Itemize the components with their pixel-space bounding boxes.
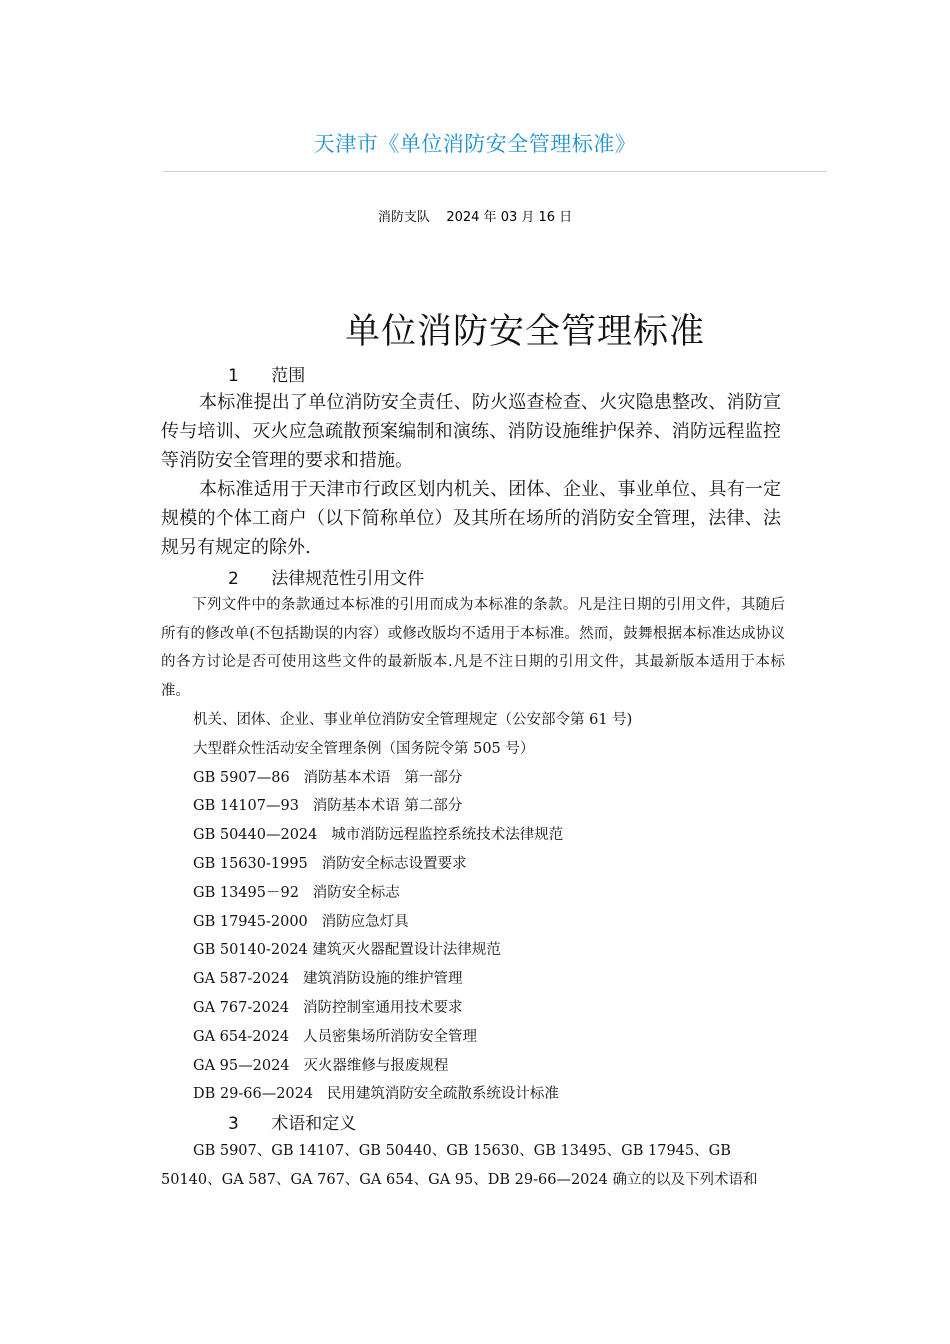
reference-item: GA 654-2024 人员密集场所消防安全管理 — [193, 1028, 477, 1045]
reference-item: 机关、团体、企业、事业单位消防安全管理规定（公安部令第 61 号) — [193, 712, 633, 728]
reference-item: GB 15630-1995 消防安全标志设置要求 — [193, 855, 467, 872]
reference-item: GA 587-2024 建筑消防设施的维护管理 — [193, 971, 463, 988]
reference-item: 大型群众性活动安全管理条例（国务院令第 505 号） — [193, 740, 535, 757]
reference-item: DB 29-66—2024 民用建筑消防安全疏散系统设计标准 — [193, 1086, 559, 1103]
section-1-paragraph-1: 本标准提出了单位消防安全责任、防火巡查检查、火灾隐患整改、消防宣传与培训、灭火应急疏散预案编制和演练、消防设施维护保养、消防远程监控等消防安全管理的要求和措施。 — [161, 392, 781, 471]
reference-item: GB 5907—86 消防基本术语 第一部分 — [193, 769, 463, 786]
reference-item: GB 50440—2024 城市消防远程监控系统技术法律规范 — [193, 827, 564, 844]
reference-item: GB 50140-2024 建筑灭火器配置设计法律规范 — [193, 942, 501, 959]
document-title: 单位消防安全管理标准 — [344, 312, 705, 352]
section-1-paragraph-2: 本标准适用于天津市行政区划内机关、团体、企业、事业单位、具有一定规模的个体工商户（以下简称单位）及其所在场所的消防安全管理，法律、法规另有规定的除外. — [161, 479, 781, 558]
reference-item: GA 95—2024 灭火器维修与报废规程 — [193, 1057, 449, 1074]
reference-item: GA 767-2024 消防控制室通用技术要求 — [193, 999, 463, 1016]
reference-list — [193, 706, 632, 1109]
reference-item: GB 14107—93 消防基本术语 第二部分 — [193, 798, 463, 815]
publish-meta: 消防支队 2024 年 03 月 16 日 — [377, 210, 573, 225]
section-3-heading: 3 术语和定义 — [228, 1114, 357, 1134]
reference-item: GB 17945-2000 消防应急灯具 — [193, 913, 409, 930]
site-title: 天津市《单位消防安全管理标准》 — [313, 132, 637, 156]
reference-item: GB 13495－92 消防安全标志 — [193, 884, 400, 901]
title-divider — [163, 171, 827, 172]
section-3-text: GB 5907、GB 14107、GB 50440、GB 15630、GB 13495、GB 17945、GB 50140、GA 587、GA 767、GA 654、GA 95、DB 29-66—2024 确立的以及下列术语和 — [161, 1143, 758, 1188]
section-2-intro: 下列文件中的条款通过本标准的引用而成为本标准的条款。凡是注日期的引用文件，其随后所有的修改单(不包括勘误的内容）或修改版均不适用于本标准。然而，鼓舞根据本标准达成协议的各方讨论是否可使用这些文件的最新版本.凡是不注日期的引用文件，其最新版本适用于本标准。 — [161, 597, 785, 699]
section-1-heading: 1 范围 — [228, 366, 306, 386]
section-2-heading: 2 法律规范性引用文件 — [228, 569, 425, 589]
